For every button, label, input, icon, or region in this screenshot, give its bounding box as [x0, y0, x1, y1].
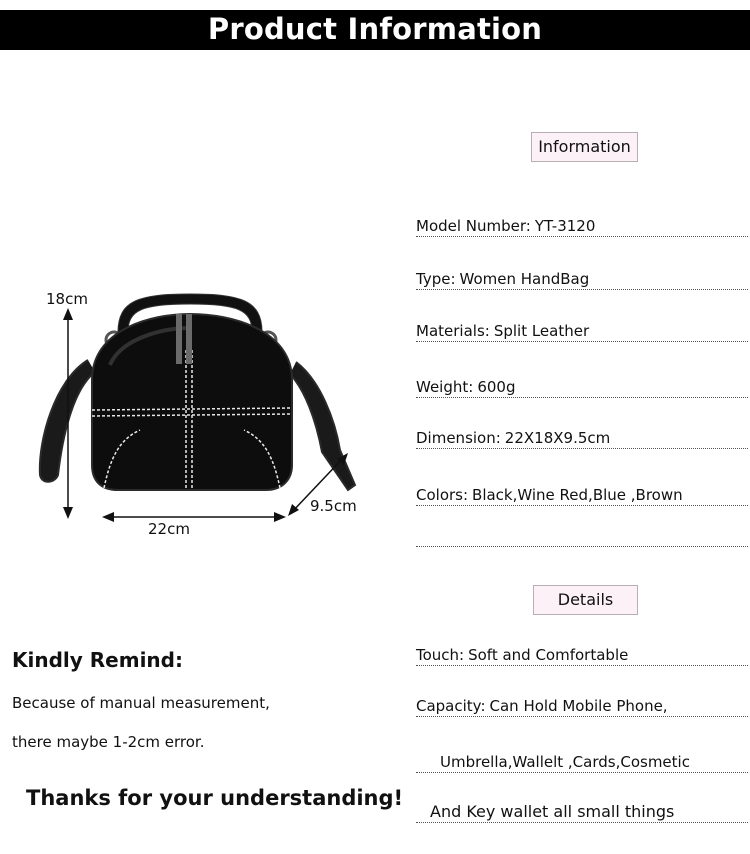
height-label: 18cm [46, 290, 88, 308]
width-label: 22cm [148, 520, 190, 538]
thanks-message: Thanks for your understanding! [26, 786, 404, 810]
remind-line-2: there maybe 1-2cm error. [12, 733, 205, 751]
detail-row-touch [416, 645, 748, 666]
spec-row-weight [416, 377, 748, 398]
spec-row-dimension [416, 428, 748, 449]
height-arrow-head-top [63, 308, 73, 320]
spec-key: Colors: [416, 486, 469, 504]
strap-right [290, 362, 355, 490]
information-label: Information [531, 132, 638, 162]
zipper-pull-right [186, 314, 192, 364]
detail-value: Umbrella,Wallelt ,Cards,Cosmetic [440, 753, 690, 771]
detail-key: Capacity: [416, 697, 486, 715]
spec-key: Type: [416, 270, 456, 288]
width-arrow-head-right [274, 512, 286, 522]
spec-value: 600g [477, 378, 516, 396]
detail-row-capacity-2 [416, 752, 748, 773]
spec-value: 22X18X9.5cm [504, 429, 611, 447]
spec-row-colors [416, 485, 748, 506]
details-label: Details [533, 585, 638, 615]
spec-row-materials [416, 321, 748, 342]
remind-line-1: Because of manual measurement, [12, 694, 270, 712]
spec-key: Dimension: [416, 429, 501, 447]
bag-image [0, 270, 390, 560]
detail-row-capacity-3 [416, 802, 748, 823]
height-arrow-head-bottom [63, 507, 73, 519]
page-title: Product Information [207, 12, 543, 46]
width-arrow-head-left [102, 512, 114, 522]
spec-value: Women HandBag [459, 270, 590, 288]
spec-value: YT-3120 [534, 217, 596, 235]
spec-row-type [416, 269, 748, 290]
detail-key: Touch: [416, 646, 465, 664]
remind-title: Kindly Remind: [12, 648, 183, 672]
zipper-pull-left [176, 314, 182, 364]
spec-row-empty [416, 526, 748, 547]
detail-row-capacity [416, 696, 748, 717]
spec-key: Weight: [416, 378, 474, 396]
spec-value: Black,Wine Red,Blue ,Brown [472, 486, 683, 504]
detail-value: Can Hold Mobile Phone, [489, 697, 668, 715]
detail-value: And Key wallet all small things [430, 802, 675, 821]
depth-label: 9.5cm [310, 497, 357, 515]
spec-value: Split Leather [493, 322, 590, 340]
header-banner [0, 10, 750, 50]
spec-key: Model Number: [416, 217, 531, 235]
spec-key: Materials: [416, 322, 490, 340]
spec-row-model [416, 216, 748, 237]
detail-value: Soft and Comfortable [468, 646, 629, 664]
